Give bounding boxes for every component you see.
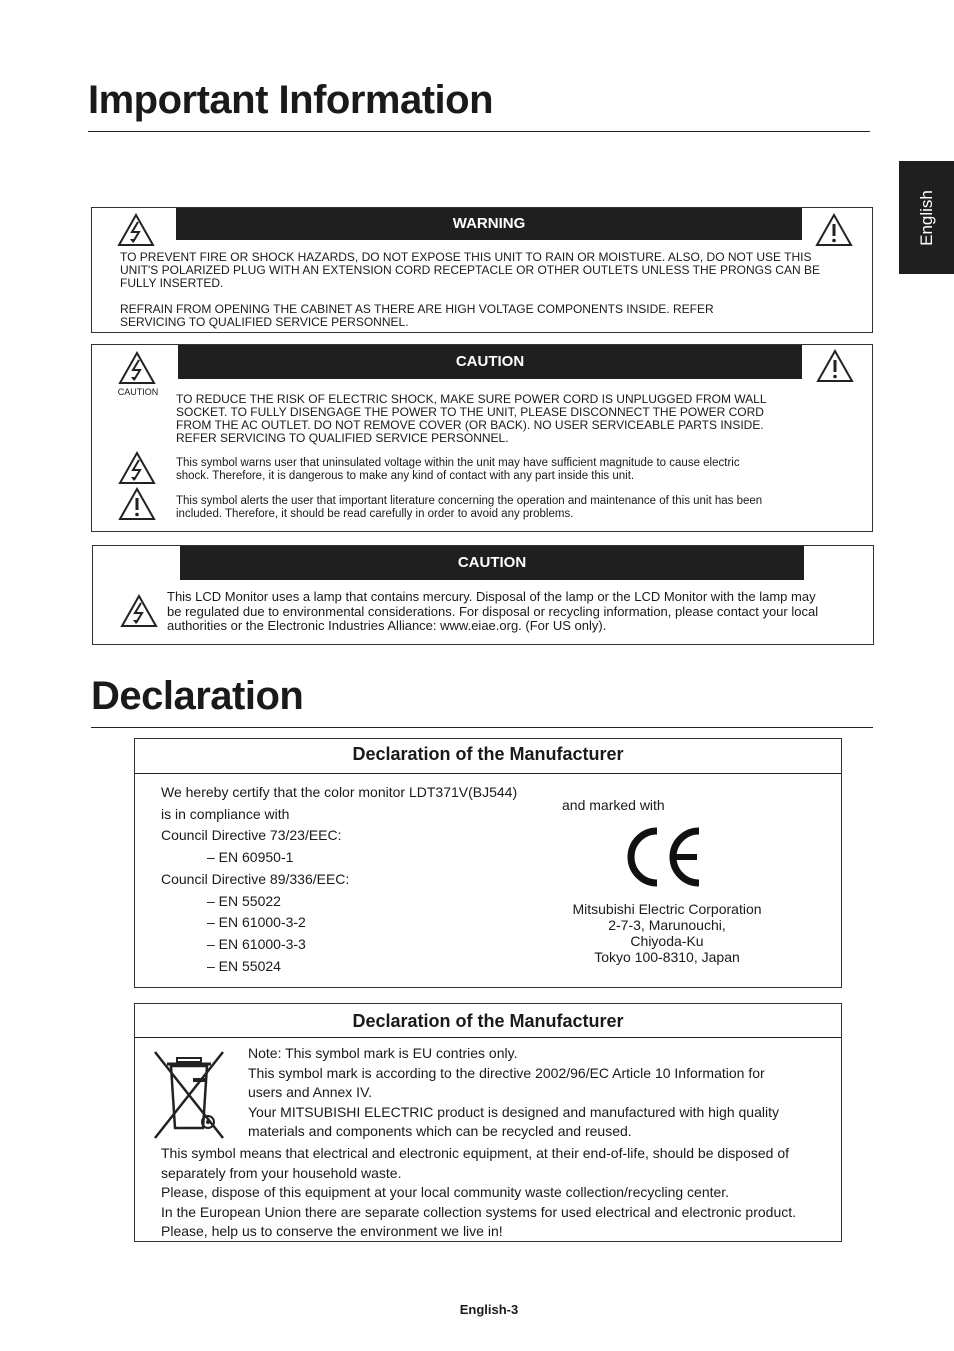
declaration-box-1 (134, 738, 842, 988)
page-title: Important Information (88, 78, 494, 122)
compliance-line: is in compliance with (161, 805, 290, 822)
compliance-line: Council Directive 89/336/EEC: (161, 870, 350, 887)
address-line: Tokyo 100-8310, Japan (594, 949, 740, 965)
lightning-triangle-icon (120, 594, 158, 628)
caution-box-1 (91, 344, 873, 532)
language-tab-label: English (916, 189, 936, 246)
manufacturer-address (535, 901, 799, 965)
address-line: Mitsubishi Electric Corporation (572, 901, 762, 917)
lightning-triangle-icon (117, 213, 155, 247)
compliance-line: – EN 55022 (207, 892, 281, 909)
warning-heading: WARNING (176, 208, 802, 240)
caution-icon-label: CAUTION (117, 387, 159, 397)
language-tab (899, 161, 954, 274)
body-line: This symbol means that electrical and electronic equipment, at their end-of-life, should be disposed of (161, 1145, 790, 1161)
caution-box-2 (92, 545, 874, 645)
note-line: This symbol mark is according to the directive 2002/96/EC Article 10 Information for (248, 1064, 765, 1081)
declaration-rule (91, 727, 873, 728)
compliance-line: Council Directive 73/23/EEC: (161, 827, 342, 844)
compliance-list (161, 782, 541, 977)
title-rule (88, 131, 870, 132)
voltage-symbol-note: This symbol warns user that uninsulated voltage within the unit may have sufficient magnitude to cause electric shock. Therefore, it is dangerous to make any kind of contact with any part inside this unit. (176, 457, 740, 482)
caution-heading-1: CAUTION (178, 345, 802, 379)
weee-body (161, 1144, 831, 1242)
compliance-line: – EN 60950-1 (207, 849, 294, 866)
compliance-line: – EN 61000-3-3 (207, 935, 306, 952)
box-title-divider (135, 1037, 841, 1038)
note-line: Note: This symbol mark is EU contries only. (248, 1045, 518, 1061)
body-line: separately from your household waste. (161, 1164, 402, 1181)
exclamation-triangle-icon (118, 487, 156, 521)
lightning-triangle-icon (118, 351, 156, 385)
warning-text-1: TO PREVENT FIRE OR SHOCK HAZARDS, DO NOT EXPOSE THIS UNIT TO RAIN OR MOISTURE. ALSO, DO NOT USE THIS UNIT'S POLARIZED PLUG WITH AN EXTENSION CORD RECEPTACLE OR OTHER OUTLETS UNLESS THE PRONGS CAN BE FULLY INSERTED. (120, 250, 820, 290)
ce-mark-icon (623, 823, 705, 896)
note-line: users and Annex IV. (248, 1084, 373, 1100)
declaration-title: Declaration (91, 674, 304, 718)
compliance-line: – EN 61000-3-2 (207, 914, 306, 931)
weee-note (248, 1044, 828, 1142)
warning-text-2: REFRAIN FROM OPENING THE CABINET AS THERE ARE HIGH VOLTAGE COMPONENTS INSIDE. REFER SERVICING TO QUALIFIED SERVICE PERSONNEL. (120, 302, 714, 329)
exclamation-triangle-icon (815, 213, 853, 247)
mercury-notice: This LCD Monitor uses a lamp that contains mercury. Disposal of the lamp or the LCD Monitor with the lamp may be regulated due to environmental considerations. For disposal or recycling information, please contact your local authorities or the Electronic Industries Alliance: www.eiae.org. (For US only). (167, 589, 819, 633)
compliance-line: We hereby certify that the color monitor LDT371V(BJ544) (161, 784, 518, 800)
declaration-box-title: Declaration of the Manufacturer (352, 744, 624, 764)
note-line: Your MITSUBISHI ELECTRIC product is designed and manufactured with high quality (248, 1103, 779, 1120)
compliance-line: – EN 55024 (207, 957, 281, 974)
body-line: Please, help us to conserve the environment we live in! (161, 1223, 503, 1239)
note-line: materials and components which can be recycled and reused. (248, 1123, 632, 1139)
page-number: English-3 (459, 1302, 519, 1317)
declaration-box-title: Declaration of the Manufacturer (352, 1011, 624, 1031)
crossed-out-bin-icon (153, 1050, 225, 1147)
lightning-triangle-icon (118, 451, 156, 485)
body-line: Please, dispose of this equipment at your local community waste collection/recycling center. (161, 1184, 730, 1200)
address-line: 2-7-3, Marunouchi, (608, 917, 726, 933)
literature-symbol-note: This symbol alerts the user that important literature concerning the operation and maintenance of this unit has been included. Therefore, it should be read carefully in order to avoid any problems. (176, 495, 763, 520)
marked-with-text: and marked with (562, 797, 665, 813)
box-title-divider (135, 773, 841, 774)
body-line: In the European Union there are separate collection systems for used electrical and electronic product. (161, 1203, 797, 1220)
address-line: Chiyoda-Ku (630, 933, 704, 949)
declaration-box-2 (134, 1003, 842, 1242)
exclamation-triangle-icon (816, 349, 854, 383)
caution-text-1: TO REDUCE THE RISK OF ELECTRIC SHOCK, MAKE SURE POWER CORD IS UNPLUGGED FROM WALL SOCKET. TO FULLY DISENGAGE THE POWER TO THE UNIT, PLEASE DISCONNECT THE POWER CORD FROM THE AC OUTLET. DO NOT REMOVE COVER (OR BACK). NO USER SERVICEABLE PARTS INSIDE. REFER SERVICING TO QUALIFIED SERVICE PERSONNEL. (176, 392, 767, 445)
warning-box (91, 207, 873, 333)
caution-heading-2: CAUTION (180, 546, 804, 580)
